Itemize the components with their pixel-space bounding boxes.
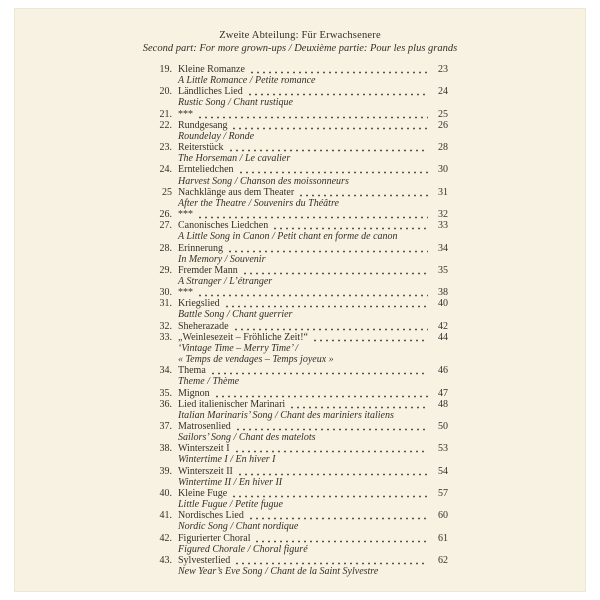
- toc-entry: [152, 365, 448, 376]
- entry-title: Winterszeit II: [178, 465, 233, 477]
- entry-number: 26.: [159, 209, 172, 221]
- toc-entry: [152, 142, 448, 153]
- entry-number: 19.: [159, 64, 172, 75]
- entry-translation: « Temps de vendages – Temps joyeux »: [178, 354, 334, 366]
- entry-title: Fremder Mann: [178, 264, 238, 276]
- toc-entry: [152, 466, 448, 477]
- entry-title: Rundgesang: [178, 119, 228, 131]
- entry-translation: The Horseman / Le cavalier: [178, 153, 291, 165]
- entry-number: 28.: [159, 242, 172, 254]
- entry-title: Kleine Fuge: [178, 487, 228, 499]
- dot-leader: [231, 120, 428, 131]
- entry-translation: Harvest Song / Chanson des moissonneurs: [178, 175, 349, 187]
- toc-entry: [152, 399, 448, 410]
- entry-page-number: 46: [438, 365, 448, 377]
- entry-translation: Wintertime II / En hiver II: [178, 476, 283, 488]
- entry-page-number: 28: [438, 142, 448, 154]
- entry-number: 39.: [159, 465, 172, 477]
- entry-title: Figurierter Choral: [178, 532, 251, 544]
- toc-list: [152, 64, 448, 577]
- dot-leader: [224, 298, 428, 309]
- toc-entry: [152, 555, 448, 566]
- toc-entry: [152, 164, 448, 175]
- toc-entry: [152, 86, 448, 97]
- entry-translation: Roundelay / Ronde: [178, 130, 255, 142]
- entry-page-number: 44: [438, 331, 448, 343]
- entry-number: 35.: [159, 387, 172, 399]
- toc-entry: [152, 287, 448, 298]
- dot-leader: [272, 220, 428, 231]
- entry-number: 29.: [159, 264, 172, 276]
- dot-leader: [289, 399, 428, 410]
- dot-leader: [197, 209, 428, 220]
- entry-title: Reiterstück: [178, 142, 224, 154]
- dot-leader: [248, 510, 428, 521]
- entry-number: 30.: [159, 287, 172, 299]
- entry-title: Nordisches Lied: [178, 510, 244, 522]
- toc-entry: [152, 443, 448, 454]
- dot-leader: [242, 265, 428, 276]
- entry-page-number: 23: [438, 64, 448, 75]
- entry-number: 25: [162, 186, 172, 198]
- book-page: [14, 8, 586, 592]
- entry-page-number: 26: [438, 119, 448, 131]
- dot-leader: [298, 187, 428, 198]
- entry-translation: A Little Romance / Petite romance: [178, 75, 316, 87]
- entry-title: Ländliches Lied: [178, 86, 243, 98]
- dot-leader: [228, 142, 428, 153]
- dot-leader: [227, 243, 428, 254]
- dot-leader: [312, 332, 428, 343]
- entry-page-number: 34: [438, 242, 448, 254]
- entry-number: 20.: [159, 86, 172, 98]
- dot-leader: [197, 287, 428, 298]
- toc-entry: [152, 321, 448, 332]
- entry-page-number: 53: [438, 443, 448, 455]
- entry-page-number: 24: [438, 86, 448, 98]
- entry-number: 31.: [159, 298, 172, 310]
- entry-translation: In Memory / Souvenir: [178, 253, 266, 265]
- entry-number: 36.: [159, 398, 172, 410]
- entry-page-number: 33: [438, 220, 448, 232]
- entry-translation: Sailors’ Song / Chant des matelots: [178, 432, 316, 444]
- entry-page-number: 25: [438, 108, 448, 120]
- dot-leader: [197, 109, 428, 120]
- toc-entry: [152, 265, 448, 276]
- page-content: [15, 9, 585, 577]
- entry-translation: Little Fugue / Petite fugue: [178, 499, 283, 511]
- entry-page-number: 30: [438, 164, 448, 176]
- entry-title: Matrosenlied: [178, 421, 231, 432]
- toc-entry: [152, 64, 448, 75]
- dot-leader: [214, 388, 428, 399]
- entry-number: 41.: [159, 510, 172, 522]
- entry-title: Kleine Romanze: [178, 64, 245, 75]
- dot-leader: [237, 466, 428, 477]
- entry-number: 40.: [159, 487, 172, 499]
- entry-translation: ‘Vintage Time – Merry Time’ /: [178, 342, 299, 354]
- entry-title: Winterszeit I: [178, 443, 230, 455]
- entry-page-number: 50: [438, 421, 448, 432]
- entry-translation: Nordic Song / Chant nordique: [178, 521, 299, 533]
- entry-page-number: 60: [438, 510, 448, 522]
- entry-number: 21.: [159, 108, 172, 120]
- dot-leader: [238, 164, 428, 175]
- entry-page-number: 32: [438, 209, 448, 221]
- entry-translation: Theme / Thème: [178, 376, 240, 388]
- entry-translation: Figured Chorale / Choral figuré: [178, 543, 308, 555]
- entry-number: 33.: [159, 331, 172, 343]
- entry-title: ***: [178, 209, 193, 221]
- entry-page-number: 62: [438, 554, 448, 566]
- dot-leader: [247, 86, 428, 97]
- entry-page-number: 54: [438, 465, 448, 477]
- entry-page-number: 31: [438, 186, 448, 198]
- entry-translation: New Year’s Eve Song / Chant de la Saint Sylvestre: [178, 566, 379, 578]
- entry-number: 22.: [159, 119, 172, 131]
- toc-entry: [152, 209, 448, 220]
- entry-number: 37.: [159, 421, 172, 432]
- entry-number: 42.: [159, 532, 172, 544]
- entry-title: Nachklänge aus dem Theater: [178, 186, 295, 198]
- entry-page-number: 57: [438, 487, 448, 499]
- entry-title: Ernteliedchen: [178, 164, 234, 176]
- entry-number: 27.: [159, 220, 172, 232]
- entry-translation: A Stranger / L’étranger: [178, 275, 273, 287]
- entry-title: Canonisches Liedchen: [178, 220, 269, 232]
- entry-translation: Rustic Song / Chant rustique: [178, 97, 293, 109]
- entry-translation: Wintertime I / En hiver I: [178, 454, 276, 466]
- entry-title: Thema: [178, 365, 206, 377]
- entry-number: 23.: [159, 142, 172, 154]
- entry-number: 38.: [159, 443, 172, 455]
- toc-entry: [152, 220, 448, 231]
- entry-title: Lied italienischer Marinari: [178, 398, 286, 410]
- section-heading-translation: Second part: For more grown-ups / Deuxième partie: Pour les plus grands: [142, 43, 458, 54]
- entry-title: Sylvesterlied: [178, 554, 231, 566]
- entry-page-number: 61: [438, 532, 448, 544]
- toc-entry: [152, 187, 448, 198]
- entry-page-number: 42: [438, 320, 448, 332]
- entry-number: 24.: [159, 164, 172, 176]
- entry-translation: Battle Song / Chant guerrier: [178, 309, 293, 321]
- entry-page-number: 38: [438, 287, 448, 299]
- toc-entry: [152, 421, 448, 432]
- toc-entry: [152, 120, 448, 131]
- dot-leader: [254, 533, 428, 544]
- dot-leader: [249, 64, 428, 75]
- toc-entry: [152, 298, 448, 309]
- entry-number: 43.: [159, 554, 172, 566]
- toc-entry: [152, 332, 448, 343]
- dot-leader: [233, 321, 428, 332]
- entry-page-number: 35: [438, 264, 448, 276]
- entry-title: ***: [178, 287, 193, 299]
- entry-translation: A Little Song in Canon / Petit chant en forme de canon: [178, 231, 398, 243]
- dot-leader: [234, 555, 428, 566]
- entry-title: ***: [178, 108, 193, 120]
- entry-title: Sheherazade: [178, 320, 229, 332]
- entry-number: 34.: [159, 365, 172, 377]
- toc-entry: [152, 388, 448, 399]
- entry-translation: Italian Marinaris’ Song / Chant des mariniers italiens: [178, 409, 394, 421]
- toc-entry: [152, 488, 448, 499]
- toc-entry: [152, 109, 448, 120]
- dot-leader: [231, 488, 428, 499]
- entry-title: Erinnerung: [178, 242, 223, 254]
- entry-title: Kriegslied: [178, 298, 220, 310]
- entry-number: 32.: [159, 320, 172, 332]
- entry-translation: After the Theatre / Souvenirs du Théâtre: [178, 197, 339, 209]
- dot-leader: [234, 443, 428, 454]
- dot-leader: [235, 421, 428, 432]
- entry-page-number: 48: [438, 398, 448, 410]
- entry-title: Mignon: [178, 387, 210, 399]
- dot-leader: [210, 365, 428, 376]
- toc-entry: [152, 510, 448, 521]
- entry-page-number: 47: [438, 387, 448, 399]
- toc-entry: [152, 243, 448, 254]
- toc-entry: [152, 533, 448, 544]
- entry-page-number: 40: [438, 298, 448, 310]
- entry-title: „Weinlesezeit – Fröhliche Zeit!“: [178, 331, 308, 343]
- section-heading-german: Zweite Abteilung: Für Erwachsenere: [219, 30, 381, 41]
